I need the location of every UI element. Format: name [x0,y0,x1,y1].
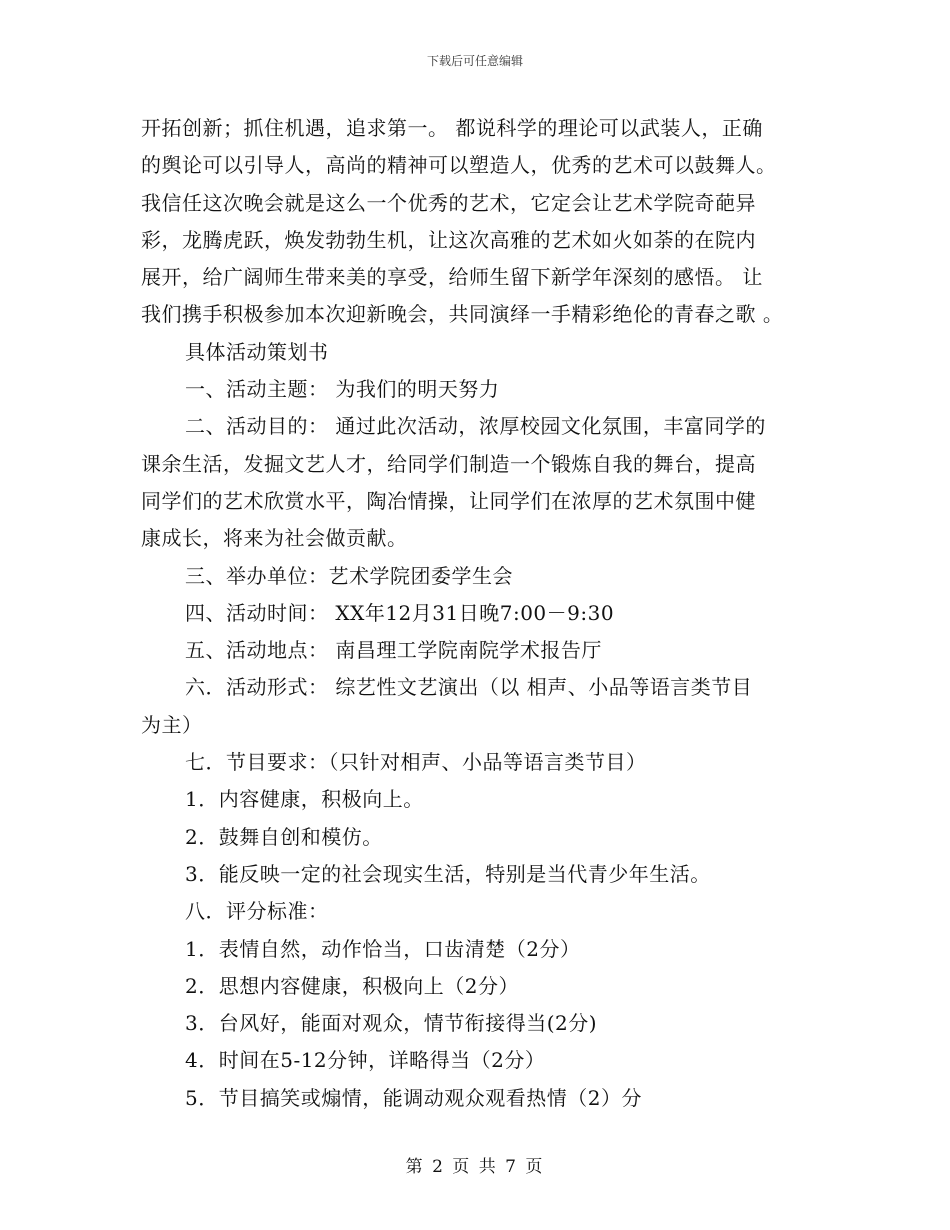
body-line: 同学们的艺术欣赏水平，陶冶情操，让同学们在浓厚的艺术氛围中健 [141,488,756,513]
body-line: 为主） [141,712,203,737]
body-line: 二、活动目的： 通过此次活动，浓厚校园文化氛围，丰富同学的 [185,414,766,439]
list-item: 5．节目搞笑或煽情，能调动观众观看热情（2）分 [185,1085,642,1110]
list-item: 1．内容健康，积极向上。 [185,787,424,812]
list-item: 2．思想内容健康，积极向上（2分） [185,973,519,998]
list-item: 3．台风好，能面对观众，情节衔接得当(2分) [185,1011,598,1036]
section-heading: 具体活动策划书 [185,339,329,364]
body-line: 康成长，将来为社会做贡献。 [141,526,408,551]
page-number-footer: 第 2 页 共 7 页 [405,1157,545,1177]
body-line: 展开，给广阔师生带来美的享受，给师生留下新学年深刻的感悟。 让 [141,265,763,290]
body-line: 七．节目要求：（只针对相声、小品等语言类节目） [185,750,647,775]
body-line: 彩，龙腾虎跃，焕发勃勃生机，让这次高雅的艺术如火如荼的在院内 [141,227,756,252]
page-header-note: 下载后可任意编辑 [426,54,523,68]
body-line: 六．活动形式： 综艺性文艺演出（以 相声、小品等语言类节目 [185,675,753,700]
list-item: 2．鼓舞自创和模仿。 [185,824,383,849]
body-line: 我信任这次晚会就是这么一个优秀的艺术，它定会让艺术学院奇葩异 [141,190,756,215]
page-body [141,110,821,1117]
body-line: 三、举办单位：艺术学院团委学生会 [185,563,513,588]
body-line: 开拓创新；抓住机遇，追求第一。 都说科学的理论可以武装人，正确 [141,116,763,140]
body-line: 的舆论可以引导人，高尚的精神可以塑造人，优秀的艺术可以鼓舞人。 [141,153,777,178]
body-line: 五、活动地点： 南昌理工学院南院学术报告厅 [185,638,602,663]
body-line: 一、活动主题： 为我们的明天努力 [185,377,500,402]
list-item: 1．表情自然，动作恰当，口齿清楚（2分） [185,936,581,961]
body-line: 我们携手积极参加本次迎新晚会，共同演绎一手精彩绝伦的青春之歌 。 [141,302,784,327]
body-line: 八．评分标准： [185,899,329,924]
body-line: 课余生活，发掘文艺人才，给同学们制造一个锻炼自我的舞台，提高 [141,451,756,476]
body-line: 四、活动时间： XX年12月31日晚7:00－9:30 [185,600,615,625]
list-item: 3．能反映一定的社会现实生活，特别是当代青少年生活。 [185,861,711,886]
list-item: 4．时间在5-12分钟，详略得当（2分） [185,1048,546,1073]
